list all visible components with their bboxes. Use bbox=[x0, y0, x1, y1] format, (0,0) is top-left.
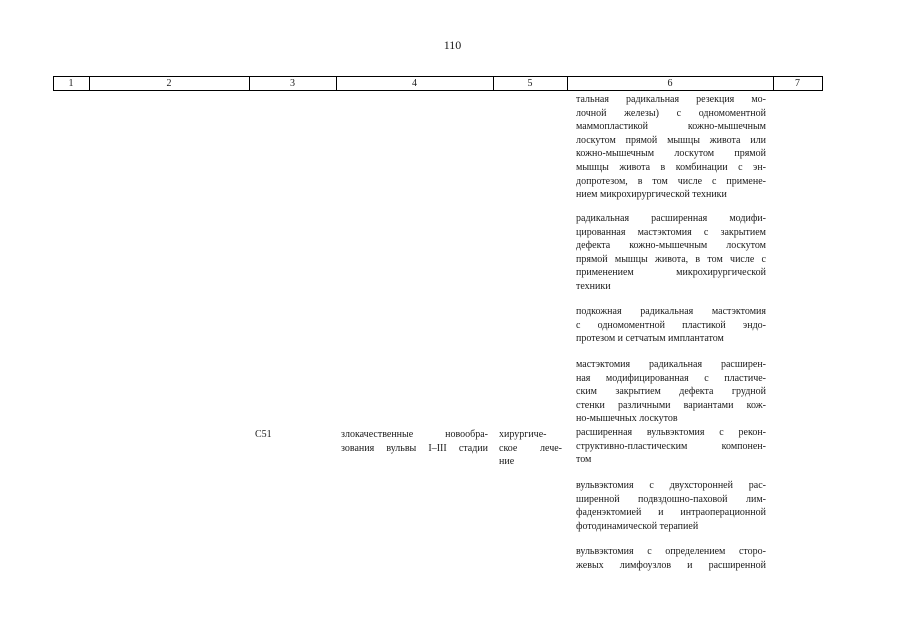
method-line: техники bbox=[576, 280, 611, 292]
method-line: применением микрохирургической bbox=[576, 267, 766, 279]
method-line: фотодинамической терапией bbox=[576, 520, 699, 532]
method-paragraph bbox=[576, 93, 766, 202]
method-line: маммопластикой кожно-мышечным bbox=[576, 121, 766, 133]
treatment-type-line bbox=[499, 428, 562, 442]
method-line: жевых лимфоузлов и расширенной bbox=[576, 559, 766, 571]
table-header-bottom-border bbox=[53, 90, 823, 91]
column-number: 4 bbox=[412, 78, 417, 89]
method-line: том bbox=[576, 454, 592, 466]
column-number: 6 bbox=[667, 78, 673, 89]
diagnosis-line bbox=[341, 442, 488, 456]
method-paragraph bbox=[576, 426, 766, 467]
method-line: радикальная расширенная модифи- bbox=[576, 213, 766, 224]
method-line: цированная мастэктомия с закрытием bbox=[576, 226, 766, 238]
icd-code: C51 bbox=[255, 429, 272, 440]
method-line: ная модифицированная с пластиче- bbox=[576, 372, 766, 384]
table-top-border bbox=[53, 76, 823, 77]
method-line: расширенная вульвэктомия с рекон- bbox=[576, 427, 766, 438]
method-line: мышцы живота в комбинации с эн- bbox=[576, 161, 766, 173]
method-line: фаденэктомией и интраоперационной bbox=[576, 507, 766, 519]
col-divider bbox=[822, 76, 823, 91]
method-line: мастэктомия радикальная расширен- bbox=[576, 359, 766, 370]
column-number: 5 bbox=[527, 78, 533, 89]
method-line: допротезом, в том числе с примене- bbox=[576, 175, 766, 187]
method-line: лоскутом прямой мышцы живота или bbox=[576, 134, 766, 146]
method-line: дефекта кожно-мышечным лоскутом bbox=[576, 240, 766, 252]
method-line: структивно-пластическим компонен- bbox=[576, 440, 766, 452]
method-line: нием микрохирургической техники bbox=[576, 189, 727, 201]
method-paragraph bbox=[576, 305, 766, 346]
treatment-type-line bbox=[499, 455, 562, 469]
method-paragraph bbox=[576, 479, 766, 533]
treatment-type-line-text: хирургиче- bbox=[499, 429, 547, 440]
method-line: с одномоментной пластикой эндо- bbox=[576, 319, 766, 331]
method-line: вульвэктомия с определением сторо- bbox=[576, 546, 766, 557]
method-line: кожно-мышечным лоскутом прямой bbox=[576, 148, 766, 160]
treatment-type-line bbox=[499, 442, 562, 456]
treatment-type-line-text: ское лече- bbox=[499, 442, 562, 454]
column-number: 3 bbox=[290, 78, 295, 89]
column-number: 7 bbox=[795, 78, 800, 89]
method-line: но-мышечных лоскутов bbox=[576, 413, 678, 425]
method-paragraph bbox=[576, 212, 766, 294]
column-number: 2 bbox=[166, 78, 172, 89]
diagnosis-line bbox=[341, 428, 488, 442]
treatment-type-line-text: ние bbox=[499, 456, 515, 468]
method-line: протезом и сетчатым имплантатом bbox=[576, 333, 724, 345]
diagnosis-line-text: злокачественные новообра- bbox=[341, 429, 488, 440]
method-line: вульвэктомия с двухсторонней рас- bbox=[576, 480, 766, 491]
method-paragraph bbox=[576, 358, 766, 426]
method-line: стенки различными вариантами кож- bbox=[576, 399, 766, 411]
method-line: ширенной подвздошно-паховой лим- bbox=[576, 493, 766, 505]
method-paragraph bbox=[576, 545, 766, 572]
method-line: ским закрытием дефекта грудной bbox=[576, 386, 766, 398]
diagnosis-line-text: зования вульвы I–III стадии bbox=[341, 442, 488, 454]
method-line: прямой мышцы живота, в том числе с bbox=[576, 253, 766, 265]
method-line: тальная радикальная резекция мо- bbox=[576, 94, 766, 105]
method-line: подкожная радикальная мастэктомия bbox=[576, 306, 766, 317]
method-line: лочной железы) с одномоментной bbox=[576, 107, 766, 119]
page-number: 110 bbox=[443, 38, 462, 52]
column-number: 1 bbox=[68, 78, 74, 89]
